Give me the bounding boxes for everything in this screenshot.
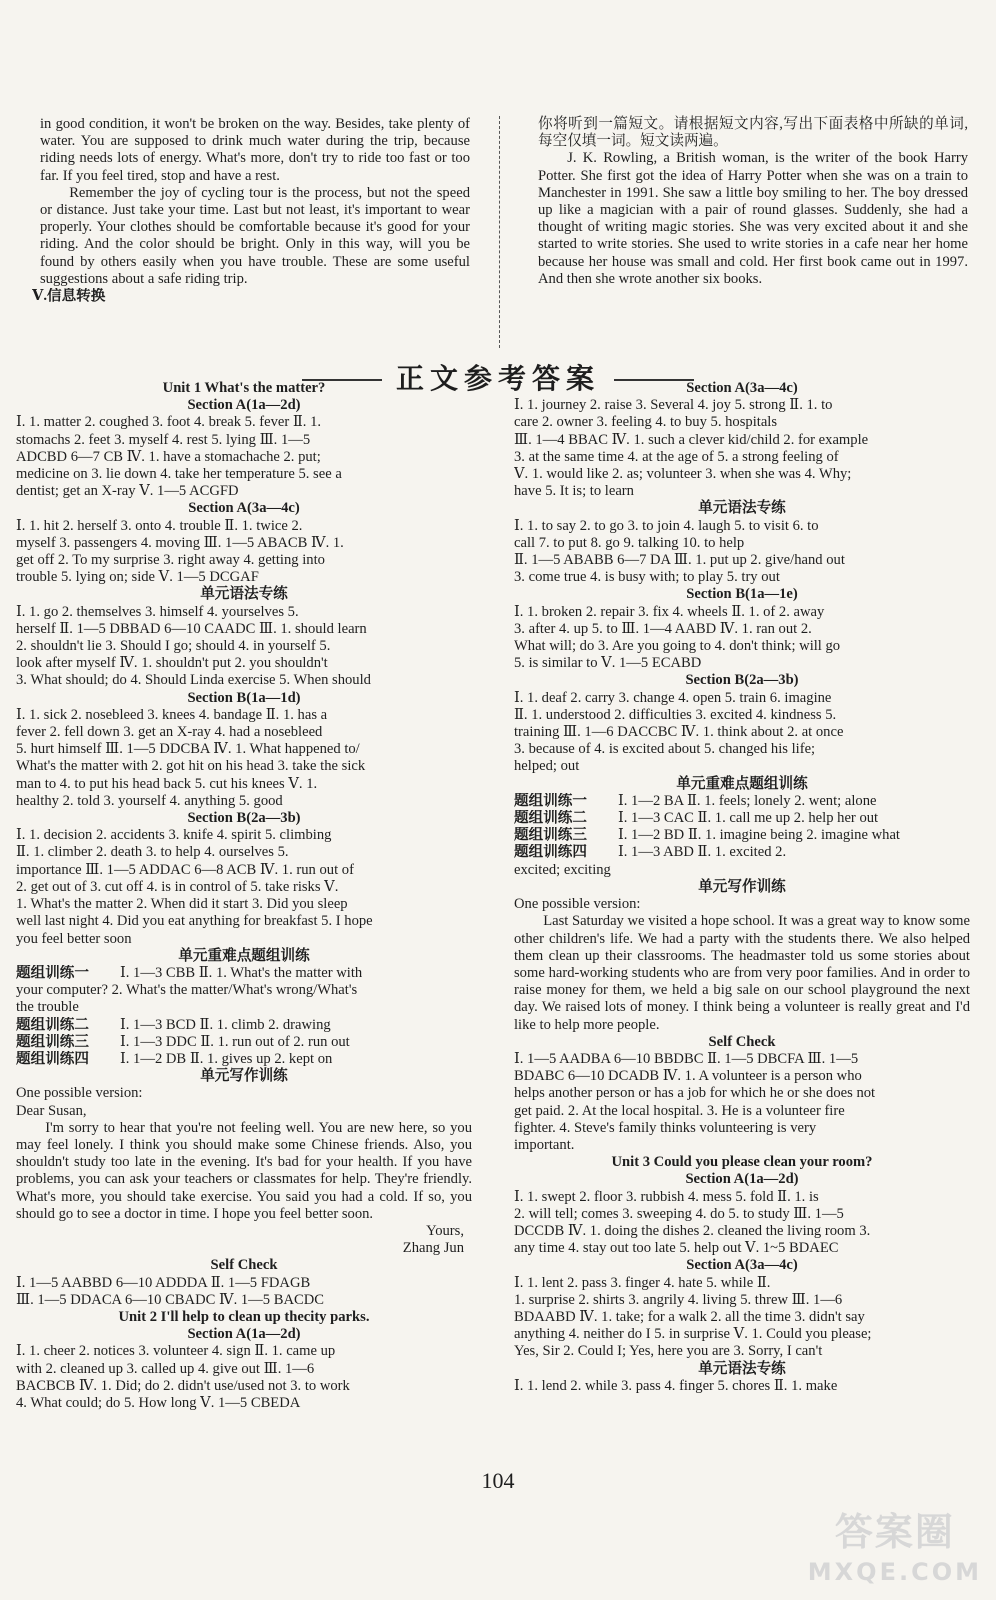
answer-line: call 7. to put 8. go 9. talking 10. to help [514, 534, 745, 551]
drill-line [16, 1017, 472, 1034]
answer-line: One possible version: [514, 896, 641, 913]
answer-line: Ⅰ. 1. go 2. themselves 3. himself 4. yourselves 5. [16, 603, 299, 620]
column-divider [499, 116, 500, 348]
answer-line: fighter. 4. Steve's family thinks volunteering is very [514, 1119, 817, 1136]
paragraph: J. K. Rowling, a British woman, is the writer of the book Harry Potter. She first got the idea of Harry Potter when she was on a train to Manchester in 1991. She saw a little boy smiling to her. The boy dressed up like a magician with a pair of round glasses. Suddenly, she had a thought of writing magic stories. She was very excited about it and she started to write stories. She used to write stories in a cafe near her home because her house was small and cold. Her first book came out in 1997. And then she wrote another six books. [538, 150, 968, 287]
answer-line: Ⅱ. 1. understood 2. difficulties 3. excited 4. kindness 5. [514, 706, 837, 723]
drill-label: 题组训练四 [16, 1050, 89, 1067]
answer-text: Ⅰ. 1—3 BCD Ⅱ. 1. climb 2. drawing [120, 1016, 331, 1033]
answer-line: Ⅰ. 1. journey 2. raise 3. Several 4. joy 5. strong Ⅱ. 1. to [514, 397, 833, 414]
answer-text: Ⅰ. 1—3 CAC Ⅱ. 1. call me up 2. help her out [618, 810, 879, 827]
answer-line: get paid. 2. At the local hospital. 3. He is a volunteer fire [514, 1102, 845, 1119]
section-heading: Unit 2 I'll help to clean up thecity parks. [118, 1308, 370, 1325]
answer-line: myself 3. passengers 4. moving Ⅲ. 1—5 ABACB Ⅳ. 1. [16, 534, 344, 551]
answers-left-column [16, 380, 472, 1412]
answer-text: Ⅰ. 1—3 ABD Ⅱ. 1. excited 2. [618, 844, 787, 861]
answer-line: Ⅰ. 1. deaf 2. carry 3. change 4. open 5. train 6. imagine [514, 689, 832, 706]
answer-text: Ⅰ. 1—3 CBB Ⅱ. 1. What's the matter with [120, 964, 363, 981]
answer-line: trouble 5. lying on; side Ⅴ. 1—5 DCGAF [16, 569, 259, 586]
paragraph: in good condition, it won't be broken on the way. Besides, take plenty of water. You are supposed to drink much water during the trip, because riding needs lots of energy. What's more, don't try to ride too fast or too far. If you feel tired, stop and have a rest. [40, 116, 470, 184]
answer-text: Ⅰ. 1—3 DDC Ⅱ. 1. run out of 2. run out [120, 1033, 350, 1050]
answer-line: Ⅲ. 1—5 DDACA 6—10 CBADC Ⅳ. 1—5 BACDC [16, 1291, 324, 1308]
drill-label: 题组训练一 [16, 964, 89, 981]
answer-line: BACBCB Ⅳ. 1. Did; do 2. didn't use/used not 3. to work [16, 1377, 350, 1394]
answer-line: ADCBD 6—7 CB Ⅳ. 1. have a stomachache 2. put; [16, 448, 321, 465]
drill-line [514, 793, 970, 810]
answer-line: training Ⅲ. 1—6 DACCBC Ⅳ. 1. think about 2. at once [514, 724, 844, 741]
answer-line: BDABC 6—10 DCADB Ⅳ. 1. A volunteer is a person who [514, 1068, 862, 1085]
paragraph: Remember the joy of cycling tour is the process, but not the speed or distance. Just take your time. Last but not least, it's important to wear properly. Your clothes should be comfortable because it's good for your riding. And the color should be bright. Only in this way, will you be found by others easily when you have trouble. These are some useful suggestions about a safe riding trip. [40, 184, 470, 287]
answer-line: 3. after 4. up 5. to Ⅲ. 1—4 AABD Ⅳ. 1. ran out 2. [514, 620, 812, 637]
answer-line: Ⅰ. 1. matter 2. coughed 3. foot 4. break 5. fever Ⅱ. 1. [16, 414, 322, 431]
answer-line: Ⅱ. 1—5 ABABB 6—7 DA Ⅲ. 1. put up 2. give/hand out [514, 552, 845, 569]
drill-line [514, 844, 970, 861]
answer-line: Ⅰ. 1. cheer 2. notices 3. volunteer 4. sign Ⅱ. 1. came up [16, 1343, 336, 1360]
section-heading: 单元语法专练 [698, 1360, 786, 1377]
section-heading: 单元语法专练 [698, 500, 786, 517]
letter-signoff: Zhang Jun [402, 1240, 464, 1257]
instruction: 你将听到一篇短文。请根据短文内容,写出下面表格中所缺的单词,每空仅填一词。短文读两遍。 [538, 116, 968, 150]
answer-line: Ⅱ. 1. climber 2. death 3. to help 4. ourselves 5. [16, 844, 289, 861]
answer-line: Ⅰ. 1. lent 2. pass 3. finger 4. hate 5. while Ⅱ. [514, 1274, 771, 1291]
answer-line: dentist; get an X-ray Ⅴ. 1—5 ACGFD [16, 483, 239, 500]
answer-line: well last night 4. Did you eat anything for breakfast 5. I hope [16, 913, 373, 930]
section-heading: Section A(3a—4c) [188, 500, 300, 517]
answer-line: 3. What should; do 4. Should Linda exercise 5. When should [16, 672, 371, 689]
answer-line: Ⅰ. 1—5 AADBA 6—10 BBDBC Ⅱ. 1—5 DBCFA Ⅲ. 1—5 [514, 1050, 859, 1067]
answer-line: What will; do 3. Are you going to 4. don't think; will go [514, 638, 841, 655]
section-heading: Ⅴ.信息转换 [32, 288, 106, 305]
answer-line: Ⅰ. 1. lend 2. while 3. pass 4. finger 5. chores Ⅱ. 1. make [514, 1377, 838, 1394]
section-heading: Self Check [210, 1257, 278, 1274]
letter-signoff: Yours, [426, 1222, 464, 1239]
section-heading: Section A(1a—2d) [187, 1326, 301, 1343]
answer-line: Ⅰ. 1. swept 2. floor 3. rubbish 4. mess 5. fold Ⅱ. 1. is [514, 1188, 819, 1205]
answer-line: with 2. cleaned up 3. called up 4. give out Ⅲ. 1—6 [16, 1360, 315, 1377]
answer-line: 5. is similar to Ⅴ. 1—5 ECABD [514, 655, 702, 672]
answer-line: 3. at the same time 4. at the age of 5. a strong feeling of [514, 448, 839, 465]
answer-line: get off 2. To my surprise 3. right away 4. getting into [16, 552, 325, 569]
section-heading: Section B(2a—3b) [187, 810, 301, 827]
drill-line [16, 1051, 472, 1068]
watermark-url: MXQE.COM [807, 1558, 982, 1586]
answer-line: 2. get out of 3. cut off 4. is in control of 5. take risks Ⅴ. [16, 878, 339, 895]
answer-line: Ⅰ. 1. decision 2. accidents 3. knife 4. spirit 5. climbing [16, 827, 332, 844]
answer-line: Yes, Sir 2. Could I; Yes, here you are 3. Sorry, I can't [514, 1343, 823, 1360]
answer-line: excited; exciting [514, 861, 611, 878]
page-title: 正文参考答案 [0, 357, 996, 397]
section-heading: Section A(1a—2d) [187, 397, 301, 414]
section-heading: Section A(3a—4c) [686, 1257, 798, 1274]
drill-label: 题组训练四 [514, 844, 587, 861]
answer-line: the trouble [16, 999, 79, 1016]
answer-line: Ⅲ. 1—4 BBAC Ⅳ. 1. such a clever kid/child 2. for example [514, 431, 869, 448]
drill-line [514, 810, 970, 827]
answer-line: have 5. It is; to learn [514, 483, 634, 500]
section-heading: Section A(1a—2d) [685, 1171, 799, 1188]
answer-text: Ⅰ. 1—2 DB Ⅱ. 1. gives up 2. kept on [120, 1050, 333, 1067]
watermark-text: 答案圈 [834, 1510, 955, 1554]
answer-line: helps another person or has a job for which he or she does not [514, 1085, 876, 1102]
answer-line: Dear Susan, [16, 1102, 87, 1119]
answer-line: 2. shouldn't lie 3. Should I go; should 4. in yourself 5. [16, 638, 331, 655]
answer-line: 3. because of 4. is excited about 5. changed his life; [514, 741, 816, 758]
answer-line: What's the matter with 2. got hit on his head 3. take the sick [16, 758, 366, 775]
answer-line: DCCDB Ⅳ. 1. doing the dishes 2. cleaned the living room 3. [514, 1222, 871, 1239]
answer-line: importance Ⅲ. 1—5 ADDAC 6—8 ACB Ⅳ. 1. run out of [16, 861, 354, 878]
answer-line: anything 4. neither do I 5. in surprise Ⅴ. 1. Could you please; [514, 1326, 872, 1343]
answer-line: Ⅴ. 1. would like 2. as; volunteer 3. when she was 4. Why; [514, 466, 852, 483]
drill-label: 题组训练二 [16, 1016, 89, 1033]
drill-line [16, 1034, 472, 1051]
answer-line: helped; out [514, 758, 580, 775]
answer-line: man to 4. to put his head back 5. cut his knees Ⅴ. 1. [16, 775, 318, 792]
answer-line: care 2. owner 3. feeling 4. to buy 5. hospitals [514, 414, 778, 431]
drill-label: 题组训练二 [514, 810, 587, 827]
answer-line: important. [514, 1136, 575, 1153]
section-heading: Unit 3 Could you please clean your room? [611, 1154, 873, 1171]
answer-line: BDAABD Ⅳ. 1. take; for a walk 2. all the time 3. didn't say [514, 1308, 865, 1325]
answer-line: your computer? 2. What's the matter/What's wrong/What's [16, 982, 358, 999]
answer-line: healthy 2. told 3. yourself 4. anything 5. good [16, 792, 283, 809]
section-heading: Section A(3a—4c) [686, 380, 798, 396]
answer-line: you feel better soon [16, 930, 132, 947]
answer-line: One possible version: [16, 1085, 143, 1102]
answer-line: stomachs 2. feet 3. myself 4. rest 5. lying Ⅲ. 1—5 [16, 431, 311, 448]
section-heading: Section B(1a—1d) [187, 689, 301, 706]
answer-line: 5. hurt himself Ⅲ. 1—5 DDCBA Ⅳ. 1. What happened to/ [16, 741, 360, 758]
answer-line: 4. What could; do 5. How long Ⅴ. 1—5 CBEDA [16, 1394, 301, 1411]
answer-line: herself Ⅱ. 1—5 DBBAD 6—10 CAADC Ⅲ. 1. should learn [16, 620, 367, 637]
top-left-passage [32, 116, 470, 305]
answer-line: Ⅰ. 1. broken 2. repair 3. fix 4. wheels Ⅱ. 1. of 2. away [514, 603, 825, 620]
drill-label: 题组训练三 [514, 827, 587, 844]
answer-line: medicine on 3. lie down 4. take her temperature 5. see a [16, 466, 342, 483]
section-heading: Section B(2a—3b) [685, 672, 799, 689]
section-heading: 单元写作训练 [698, 878, 786, 895]
answer-line: 2. will tell; comes 3. sweeping 4. do 5. to study Ⅲ. 1—5 [514, 1205, 844, 1222]
answer-line: any time 4. stay out too late 5. help out Ⅴ. 1~5 BDAEC [514, 1240, 839, 1257]
answer-line: 3. come true 4. is busy with; to play 5. try out [514, 569, 780, 586]
section-heading: 单元重难点题组训练 [178, 947, 310, 964]
answer-line: fever 2. fell down 3. get an X-ray 4. had a nosebleed [16, 724, 323, 741]
top-right-passage [538, 116, 968, 288]
answers-right-column [514, 380, 970, 1395]
answer-line: look after myself Ⅳ. 1. shouldn't put 2. you shouldn't [16, 655, 328, 672]
section-heading: Self Check [708, 1033, 776, 1050]
answer-line: 1. What's the matter 2. When did it start 3. Did you sleep [16, 896, 348, 913]
sample-essay: Last Saturday we visited a hope school. It was a great way to know some other children's life. We had a party with the students there. We also helped them clean up their classrooms. The headmaster told us some stories about some hard-working students who are from very poor families. And in order to raise money for them, we held a big sale on our school playground the next day. We raised lots of money. I think being a volunteer is really great and I'd like to help more people. [514, 913, 970, 1033]
section-heading: 单元语法专练 [200, 586, 288, 603]
section-heading: 单元写作训练 [200, 1068, 288, 1085]
drill-label: 题组训练一 [514, 792, 587, 809]
answer-line: Ⅰ. 1. sick 2. nosebleed 3. knees 4. bandage Ⅱ. 1. has a [16, 706, 328, 723]
page-number: 104 [481, 1468, 515, 1493]
answer-line: 1. surprise 2. shirts 3. angrily 4. living 5. threw Ⅲ. 1—6 [514, 1291, 843, 1308]
sample-essay: I'm sorry to hear that you're not feeling well. You are new here, so you may feel lonely. I think you should make some Chinese friends. Also, you shouldn't study too late in the evening. It's bad for your health. If you have problems, you can ask your teachers or classmates for help. They're friendly. What's more, you should take exercise. You said you had a cold. If so, you should go to see a doctor in time. I hope you feel better soon. [16, 1119, 472, 1222]
answer-line: Ⅰ. 1—5 AABBD 6—10 ADDDA Ⅱ. 1—5 FDAGB [16, 1274, 311, 1291]
answer-line: Ⅰ. 1. to say 2. to go 3. to join 4. laugh 5. to visit 6. to [514, 517, 819, 534]
section-heading: Section B(1a—1e) [686, 586, 798, 603]
section-heading: 单元重难点题组训练 [676, 775, 808, 792]
section-heading: Unit 1 What's the matter? [162, 380, 326, 396]
answer-text: Ⅰ. 1—2 BA Ⅱ. 1. feels; lonely 2. went; alone [618, 792, 877, 809]
drill-line [514, 827, 970, 844]
drill-line [16, 965, 472, 982]
answer-line: Ⅰ. 1. hit 2. herself 3. onto 4. trouble Ⅱ. 1. twice 2. [16, 517, 303, 534]
watermark-logo [808, 1512, 982, 1592]
answer-text: Ⅰ. 1—2 BD Ⅱ. 1. imagine being 2. imagine what [618, 827, 900, 844]
drill-label: 题组训练三 [16, 1033, 89, 1050]
